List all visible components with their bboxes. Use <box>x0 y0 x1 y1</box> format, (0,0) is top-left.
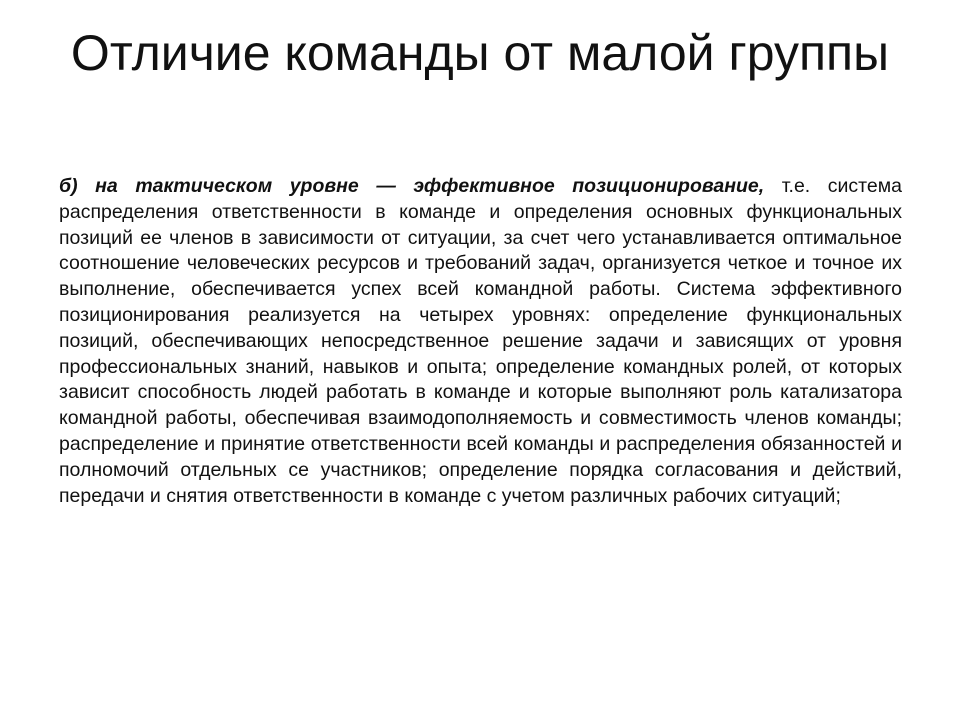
body-paragraph <box>59 174 902 509</box>
lead-phrase: б) на тактическом уровне — эффективное позиционирование, <box>59 175 765 197</box>
body-text: т.е. система распределения ответственности в команде и определения основных функциональных позиций ее членов в зависимости от ситуации, за счет чего устанавливается оптимальное соотношение человеческих ресурсов и требований задач, организуется четкое и точное их выполнение, обеспечивается успех всей командной работы. Система эффективного позиционирования реализуется на четырех уровнях: определение функциональных позиций, обеспечивающих непосредственное решение задачи и зависящих от уровня профессиональных знаний, навыков и опыта; определение командных ролей, от которых зависит способность людей работать в команде и которые выполняют роль катализатора командной работы, обеспечивая взаимодополняемость и совместимость членов команды; распределение и принятие ответственности всей команды и распределения обязанностей и полномочий отдельных се участников; определение порядка согласования и действий, передачи и снятия ответственности в команде с учетом различных рабочих ситуаций; <box>59 175 902 507</box>
slide-title: Отличие команды от малой группы <box>70 25 890 81</box>
